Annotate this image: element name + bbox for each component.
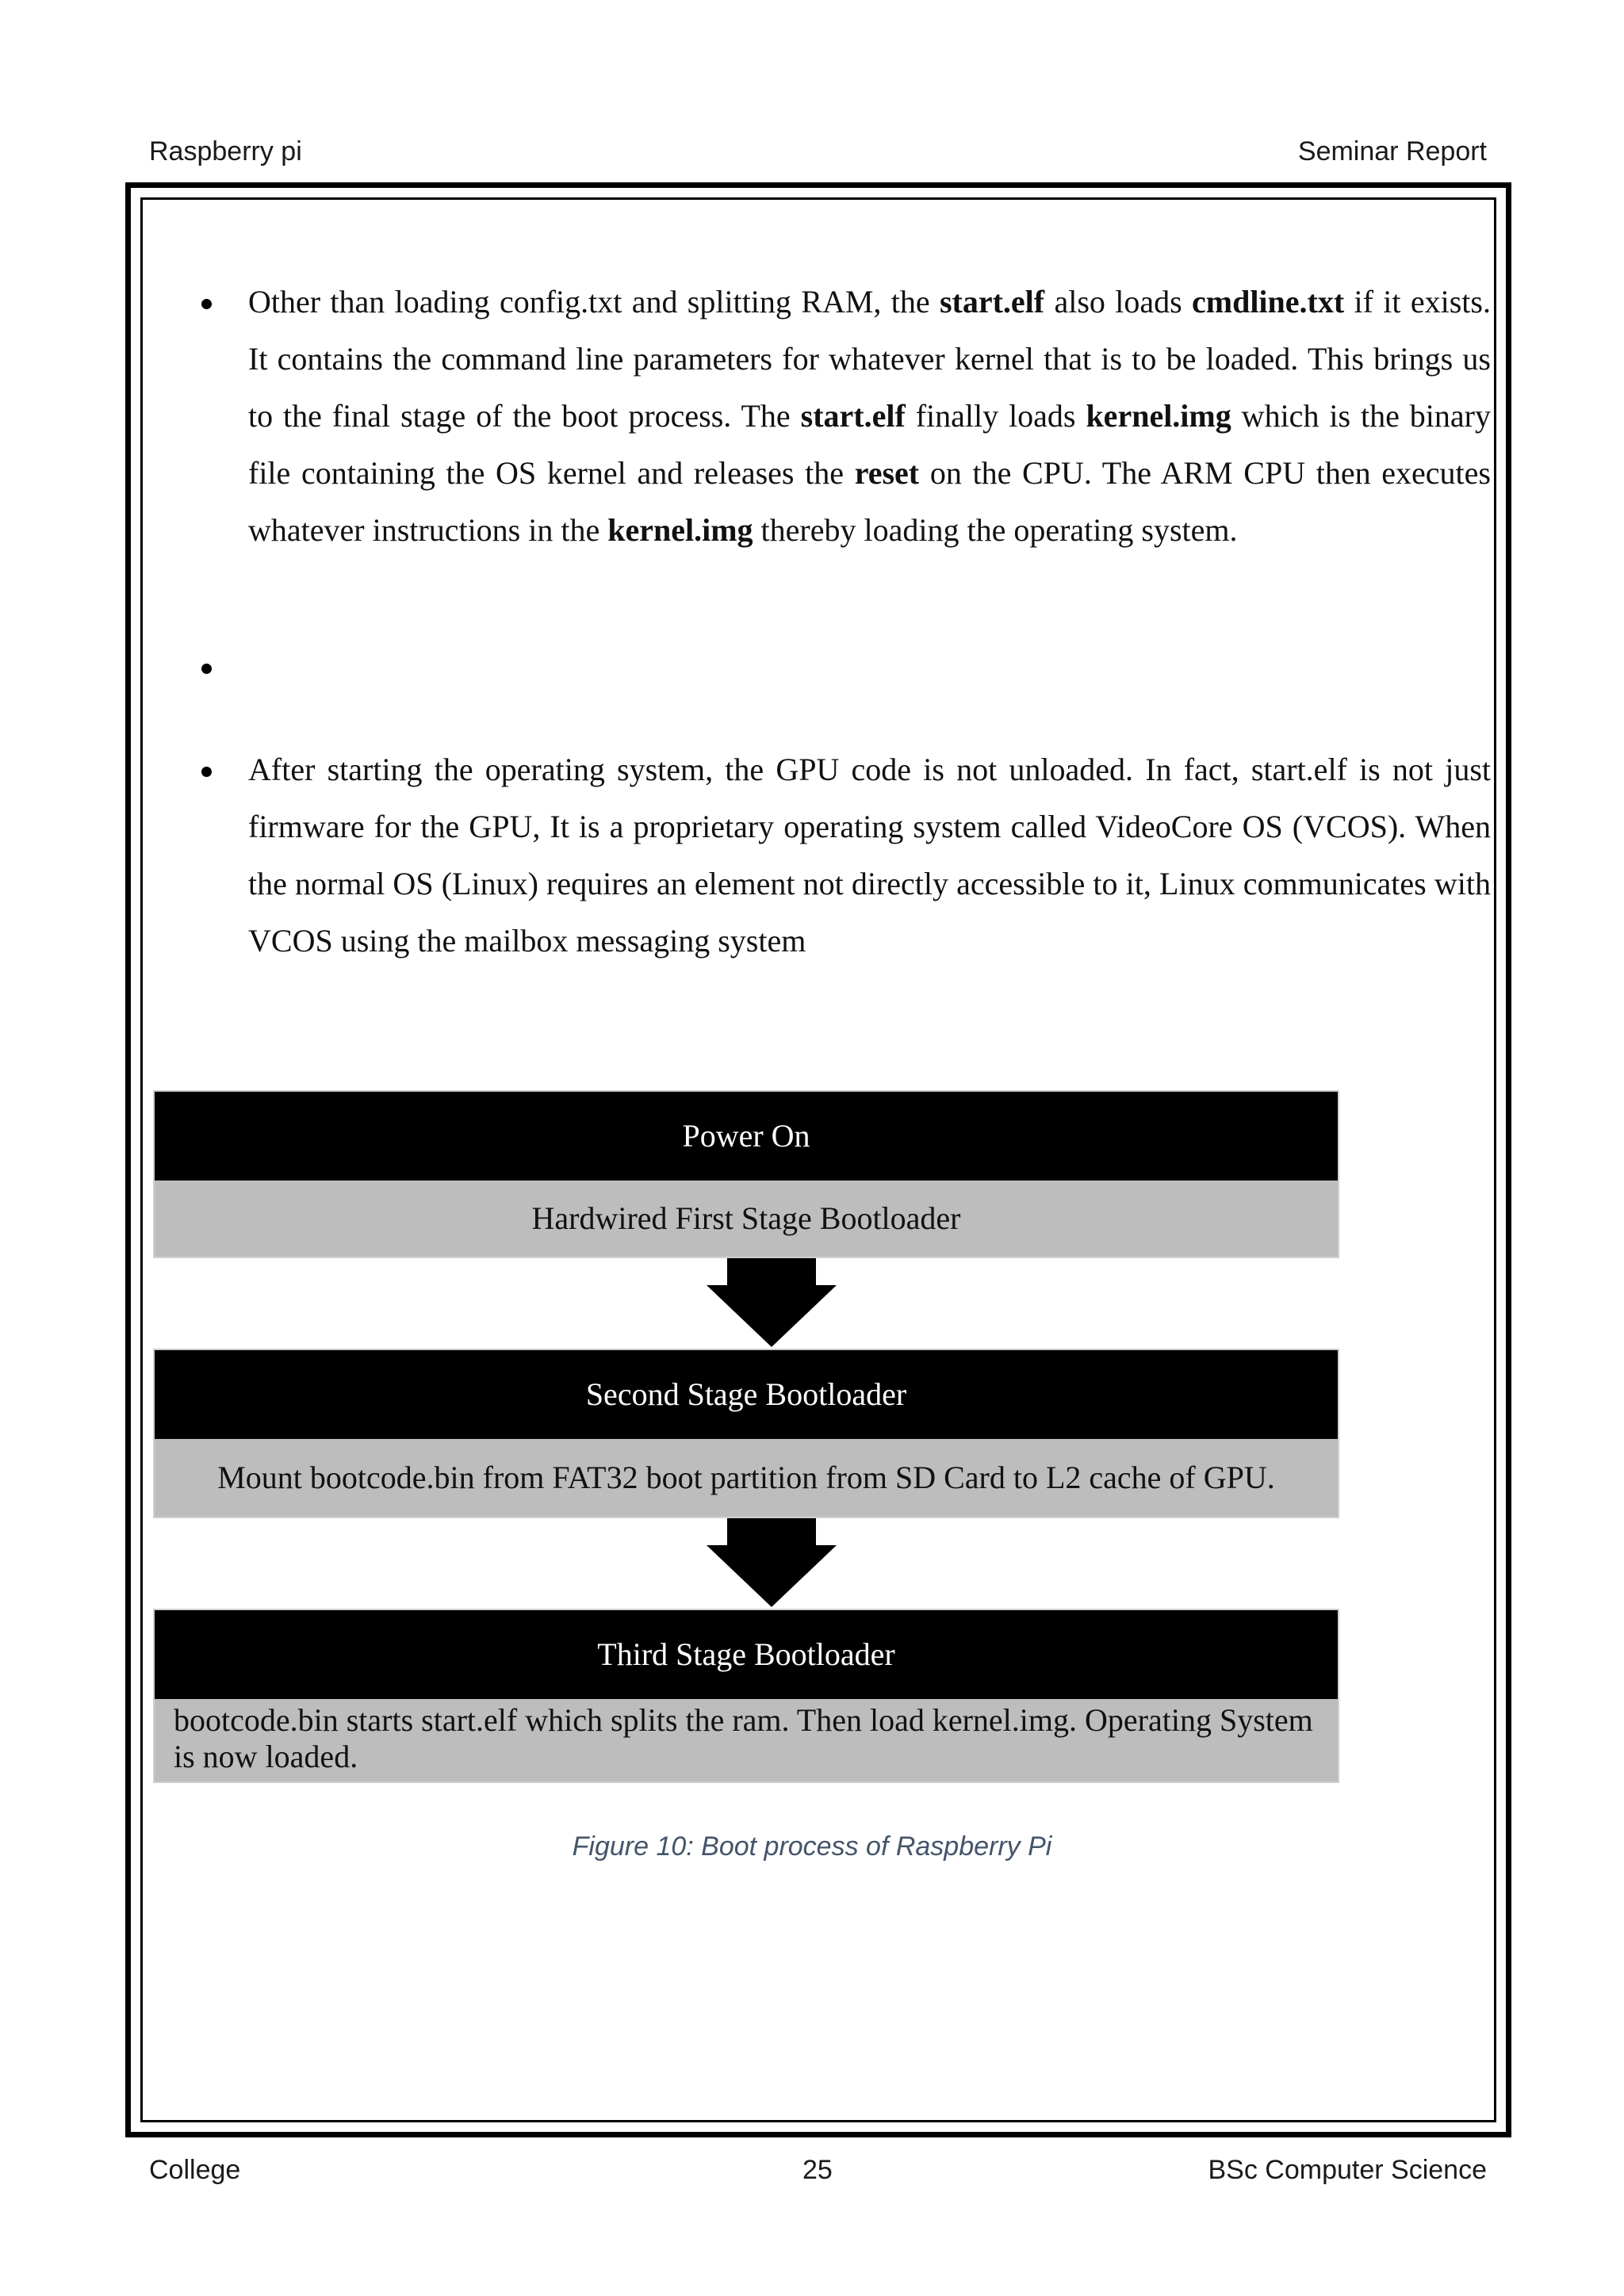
text-run: also loads <box>1044 284 1192 320</box>
bold-term: kernel.img <box>1086 398 1231 434</box>
stage-third-bootloader <box>153 1609 1339 1783</box>
bullet-item <box>190 274 1491 559</box>
bold-term: reset <box>854 455 920 491</box>
text-run: if it exists. It contains the command line parameters for whatever kernel that is to be loaded. This brings us to the final stage of the boot process. The <box>248 284 1491 434</box>
bold-term: cmdline.txt <box>1192 284 1345 320</box>
bullet-text <box>248 284 1491 548</box>
stage-title: Second Stage Bootloader <box>155 1350 1338 1439</box>
page-number: 25 <box>802 2155 833 2185</box>
text-run: After starting the operating system, the GPU code is not unloaded. In fact, start.elf is not just firmware for the GPU, It is a proprietary operating system called VideoCore OS (VCOS). When the normal OS (Linux) requires an element not directly accessible to it, Linux communicates with VCOS using the mailbox messaging system <box>248 752 1491 959</box>
header-report-type: Seminar Report <box>1297 136 1487 166</box>
bullet-dot-icon <box>201 664 212 674</box>
down-arrow-icon <box>153 1518 1339 1609</box>
boot-process-diagram <box>153 1090 1339 1783</box>
stage-description: Mount bootcode.bin from FAT32 boot partition from SD Card to L2 cache of GPU. <box>155 1439 1338 1517</box>
footer-course: BSc Computer Science <box>1208 2155 1487 2185</box>
bullet-dot-icon <box>201 299 212 309</box>
stage-power-on <box>153 1090 1339 1258</box>
header-title: Raspberry pi <box>149 136 302 166</box>
bullet-text <box>248 752 1491 959</box>
stage-description: bootcode.bin starts start.elf which splits the ram. Then load kernel.img. Operating System is now loaded. <box>155 1699 1338 1781</box>
figure-caption: Figure 10: Boot process of Raspberry Pi <box>572 1831 1052 1862</box>
text-run: thereby loading the operating system. <box>753 512 1238 548</box>
bullet-dot-icon <box>201 767 212 777</box>
bold-term: start.elf <box>939 284 1045 320</box>
text-run: which is the binary file containing the OS kernel and releases the <box>248 398 1491 491</box>
text-run: finally loads <box>905 398 1086 434</box>
bullet-item <box>190 741 1491 970</box>
bullet-list <box>190 274 1491 970</box>
empty-bullet-item <box>190 638 1491 695</box>
stage-second-bootloader <box>153 1349 1339 1518</box>
text-run: on the CPU. The ARM CPU then executes whatever instructions in the <box>248 455 1491 548</box>
stage-title: Power On <box>155 1092 1338 1181</box>
stage-description: Hardwired First Stage Bootloader <box>155 1181 1338 1257</box>
text-run: Other than loading config.txt and splitting RAM, the <box>248 284 940 320</box>
bold-term: start.elf <box>800 398 906 434</box>
footer-institution: College <box>149 2155 241 2185</box>
down-arrow-icon <box>153 1258 1339 1349</box>
stage-title: Third Stage Bootloader <box>155 1610 1338 1699</box>
bold-term: kernel.img <box>607 512 753 548</box>
